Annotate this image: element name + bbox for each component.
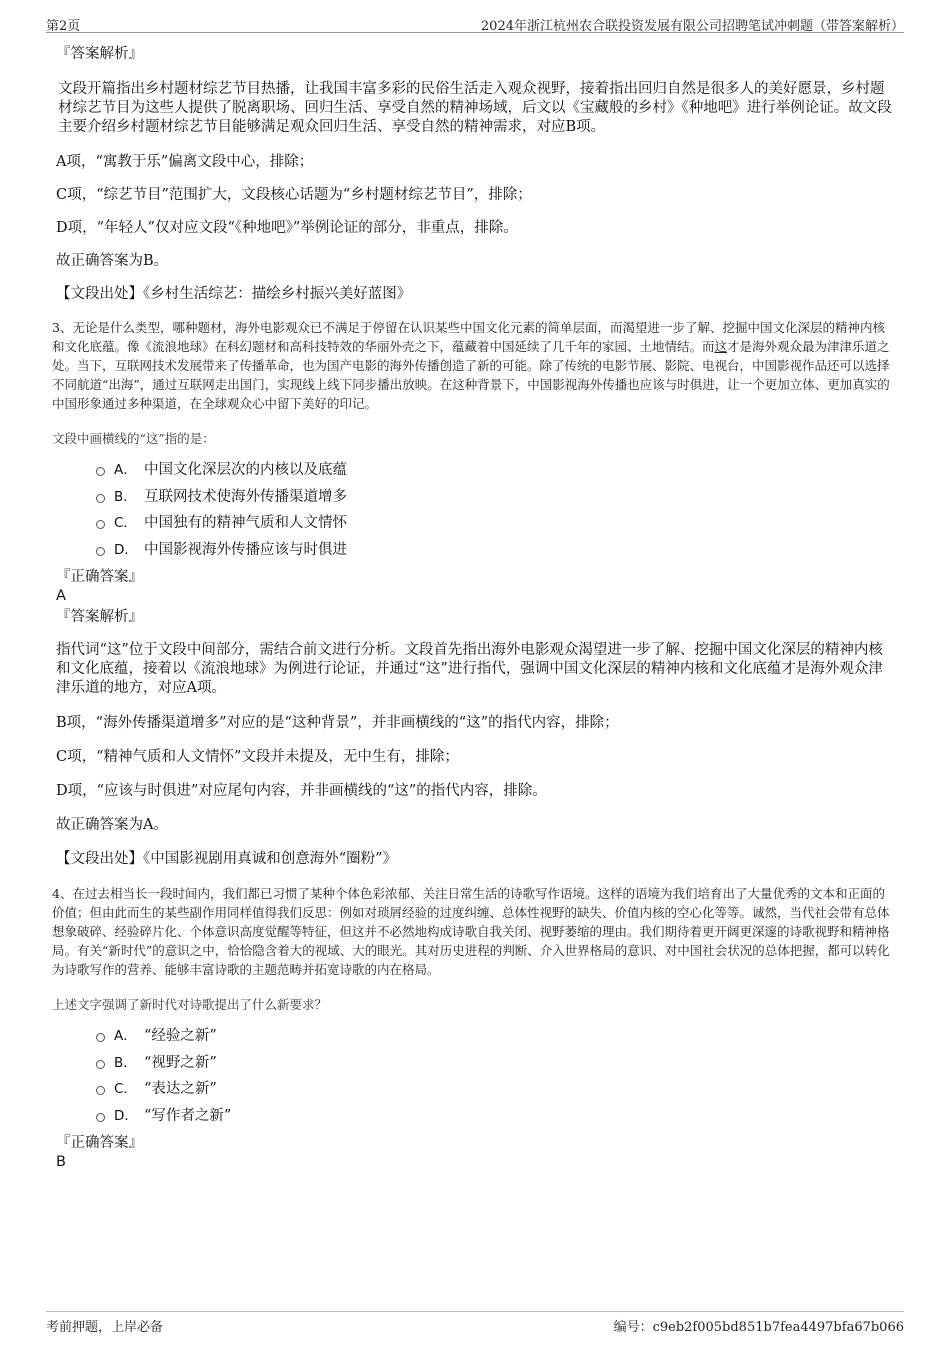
- correct-answer: B: [56, 1154, 66, 1170]
- page-header: [46, 12, 904, 33]
- question-4-options: [56, 1023, 896, 1129]
- analysis-option-d: D项，“年轻人”仅对应文段“《种地吧》”举例论证的部分，非重点，排除。: [56, 220, 518, 236]
- question-3-options: [56, 457, 896, 563]
- analysis-paragraph: 指代词“这”位于文段中间部分，需结合前文进行分析。文段首先指出海外电影观众渴望进一步了解、挖掘中国文化深层的精神内核和文化底蕴，接着以《流浪地球》为例进行论证，并通过“这”进行指代，强调中国文化深层的精神内核和文化底蕴才是海外观众津津乐道的地方，对应A项。: [56, 642, 883, 696]
- correct-answer-label: 『正确答案』: [56, 1135, 143, 1151]
- radio-icon[interactable]: [96, 547, 105, 556]
- radio-icon[interactable]: [96, 1113, 105, 1122]
- analysis-paragraph: 文段开篇指出乡村题材综艺节目热播，让我国丰富多彩的民俗生活走入观众视野，接着指出回归自然是很多人的美好愿景，乡村题材综艺节目为这些人提供了脱离职场、回归生活、享受自然的精神场域，后文以《宝藏般的乡村》《种地吧》进行举例论证。故文段主要介绍乡村题材综艺节目能够满足观众回归生活、享受自然的精神需求，对应B项。: [58, 81, 892, 135]
- document-title: 2024年浙江杭州农合联投资发展有限公司招聘笔试冲刺题（带答案解析）: [480, 19, 904, 34]
- radio-icon[interactable]: [96, 520, 105, 529]
- question-4-prompt: 上述文字强调了新时代对诗歌提出了什么新要求？: [52, 997, 328, 1012]
- conclusion: 故正确答案为B。: [56, 253, 169, 269]
- analysis-option-a: A项，“寓教于乐”偏离文段中心，排除；: [56, 154, 314, 170]
- analysis-option-b: B项，“海外传播渠道增多”对应的是“这种背景”，并非画横线的“这”的指代内容，排除；: [56, 715, 619, 731]
- option-a[interactable]: A． “经验之新”: [96, 1023, 896, 1050]
- radio-icon[interactable]: [96, 1086, 105, 1095]
- option-c[interactable]: C． “表达之新”: [96, 1076, 896, 1103]
- analysis-label: 『答案解析』: [56, 46, 143, 62]
- analysis-option-d: D项，“应该与时俱进”对应尾句内容，并非画横线的“这”的指代内容，排除。: [56, 783, 547, 799]
- option-a[interactable]: A． 中国文化深层次的内核以及底蕴: [96, 457, 896, 484]
- document-code: 编号：c9eb2f005bd851b7fea4497bfa67b066: [613, 1320, 904, 1335]
- question-3-text: 3、无论是什么类型，哪种题材，海外电影观众已不满足于停留在认识某些中国文化元素的简单层面，而渴望进一步了解、挖掘中国文化深层的精神内核和文化底蕴。像《流浪地球》在科幻题材和高科技特效的华丽外壳之下，蕴藏着中国延续了几千年的家园、土地情结。而这才是海外观众最为津津乐道之处。当下，互联网技术发展带来了传播革命，也为国产电影的海外传播创造了新的可能。除了传统的电影节展、影院、电视台，中国影视作品还可以选择不同航道“出海”，通过互联网走出国门，实现线上线下同步播出放映。在这种背景下，中国影视海外传播也应该与时俱进，让一个更加立体、更加真实的中国形象通过多种渠道，在全球观众心中留下美好的印记。: [52, 320, 890, 411]
- radio-icon[interactable]: [96, 1060, 105, 1069]
- analysis-label: 『答案解析』: [56, 609, 143, 625]
- underlined-word: 这: [714, 339, 728, 354]
- option-d[interactable]: D． 中国影视海外传播应该与时俱进: [96, 537, 896, 564]
- radio-icon[interactable]: [96, 1033, 105, 1042]
- question-4-text: 4、在过去相当长一段时间内，我们都已习惯了某种个体色彩浓郁、关注日常生活的诗歌写作语境。这样的语境为我们培育出了大量优秀的文本和正面的价值；但由此而生的某些副作用同样值得我们反思：例如对琐屑经验的过度纠缠、总体性视野的缺失、价值内核的空心化等等。诚然，当代社会带有总体想象破碎、经验碎片化、个体意识高度觉醒等特征，但这并不必然地构成诗歌自我关闭、视野萎缩的理由。我们期待着更开阔更深邃的诗歌视野和精神格局。有关“新时代”的意识之中，恰恰隐含着大的视域、大的眼光。其对历史进程的判断、介入世界格局的意识、对中国社会状况的总体把握，都可以转化为诗歌写作的营养、能够丰富诗歌的主题范畴并拓宽诗歌的内在格局。: [52, 886, 890, 977]
- radio-icon[interactable]: [96, 494, 105, 503]
- option-d[interactable]: D． “写作者之新”: [96, 1103, 896, 1130]
- correct-answer: A: [56, 588, 66, 604]
- document-body: [52, 44, 896, 1171]
- conclusion: 故正确答案为A。: [56, 817, 168, 833]
- source-citation: 【文段出处】《中国影视剧用真诚和创意海外“圈粉”》: [56, 851, 398, 867]
- option-c[interactable]: C． 中国独有的精神气质和人文情怀: [96, 510, 896, 537]
- footer-slogan: 考前押题，上岸必备: [46, 1320, 164, 1335]
- radio-icon[interactable]: [96, 467, 105, 476]
- option-b[interactable]: B． 互联网技术使海外传播渠道增多: [96, 484, 896, 511]
- option-b[interactable]: B． “视野之新”: [96, 1050, 896, 1077]
- question-3-prompt: 文段中画横线的“这”指的是：: [52, 431, 215, 446]
- correct-answer-label: 『正确答案』: [56, 569, 143, 585]
- page-number: 第2页: [46, 19, 81, 34]
- analysis-option-c: C项，“精神气质和人文情怀”文段并未提及，无中生有，排除；: [56, 749, 459, 765]
- page-footer: [46, 1311, 904, 1336]
- source-citation: 【文段出处】《乡村生活综艺：描绘乡村振兴美好蓝图》: [56, 286, 412, 302]
- analysis-option-c: C项，“综艺节目”范围扩大，文段核心话题为“乡村题材综艺节目”，排除；: [56, 187, 532, 203]
